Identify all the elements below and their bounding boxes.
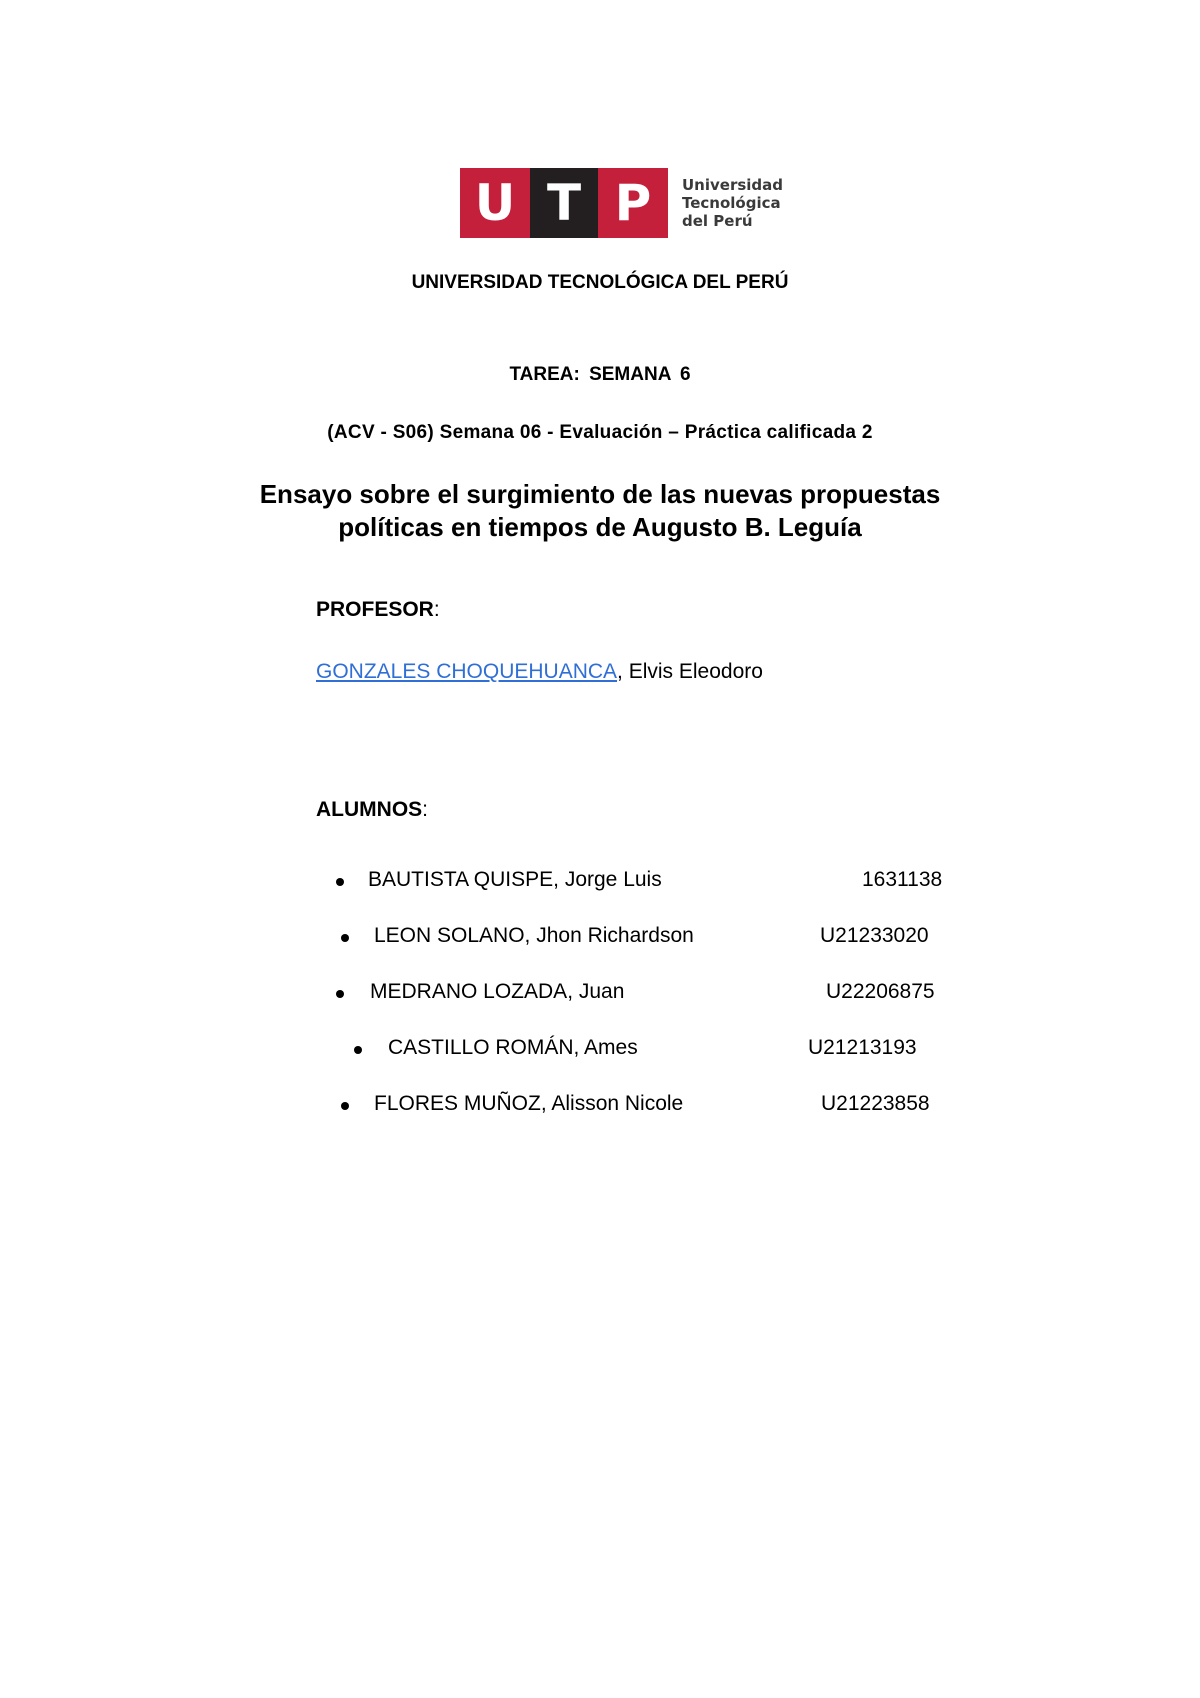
student-code: U21233020 xyxy=(820,924,929,947)
essay-title-line-1: Ensayo sobre el surgimiento de las nuevas propuestas xyxy=(259,479,941,509)
logo-text-line: del Perú xyxy=(682,212,753,230)
student-code: U22206875 xyxy=(826,980,935,1003)
essay-title-line-2: políticas en tiempos de Augusto B. Leguía xyxy=(338,512,862,542)
essay-title xyxy=(0,478,1200,544)
student-name: FLORES MUÑOZ, Alisson Nicole xyxy=(374,1092,684,1115)
logo-letter-u: U xyxy=(460,168,530,238)
university-name: UNIVERSIDAD TECNOLÓGICA DEL PERÚ xyxy=(411,272,789,293)
professor-surname-link[interactable]: GONZALES CHOQUEHUANCA xyxy=(316,660,618,683)
bullet-icon xyxy=(354,1046,362,1054)
utp-logo xyxy=(460,168,783,238)
bullet-icon xyxy=(341,934,349,942)
bullet-icon xyxy=(341,1102,349,1110)
student-name: CASTILLO ROMÁN, Ames xyxy=(388,1036,638,1059)
student-code: U21223858 xyxy=(821,1092,930,1115)
logo-wordmark xyxy=(682,176,783,230)
professor-label-colon: : xyxy=(433,598,440,621)
logo-letter-t: T xyxy=(530,168,598,238)
task-heading: TAREA: SEMANA 6 xyxy=(509,364,691,385)
students-label-text: ALUMNOS xyxy=(316,798,423,821)
students-label-colon: : xyxy=(422,798,429,821)
student-name: BAUTISTA QUISPE, Jorge Luis xyxy=(368,868,662,891)
student-code: 1631138 xyxy=(862,868,943,891)
logo-text-line: Universidad xyxy=(682,176,784,194)
students-label xyxy=(316,798,428,822)
logo-text-line: Tecnológica xyxy=(682,194,781,212)
logo-letter-p: P xyxy=(598,168,668,238)
assignment-subtitle: (ACV - S06) Semana 06 - Evaluación – Práctica calificada 2 xyxy=(327,422,873,443)
professor-label-text: PROFESOR xyxy=(316,598,434,621)
student-name: MEDRANO LOZADA, Juan xyxy=(370,980,625,1003)
professor-name xyxy=(316,660,763,684)
student-code: U21213193 xyxy=(808,1036,917,1059)
student-name: LEON SOLANO, Jhon Richardson xyxy=(374,924,694,947)
professor-given-names: , Elvis Eleodoro xyxy=(617,660,763,683)
logo-letter-block xyxy=(460,168,668,238)
professor-label xyxy=(316,598,440,622)
bullet-icon xyxy=(336,990,344,998)
bullet-icon xyxy=(336,878,344,886)
